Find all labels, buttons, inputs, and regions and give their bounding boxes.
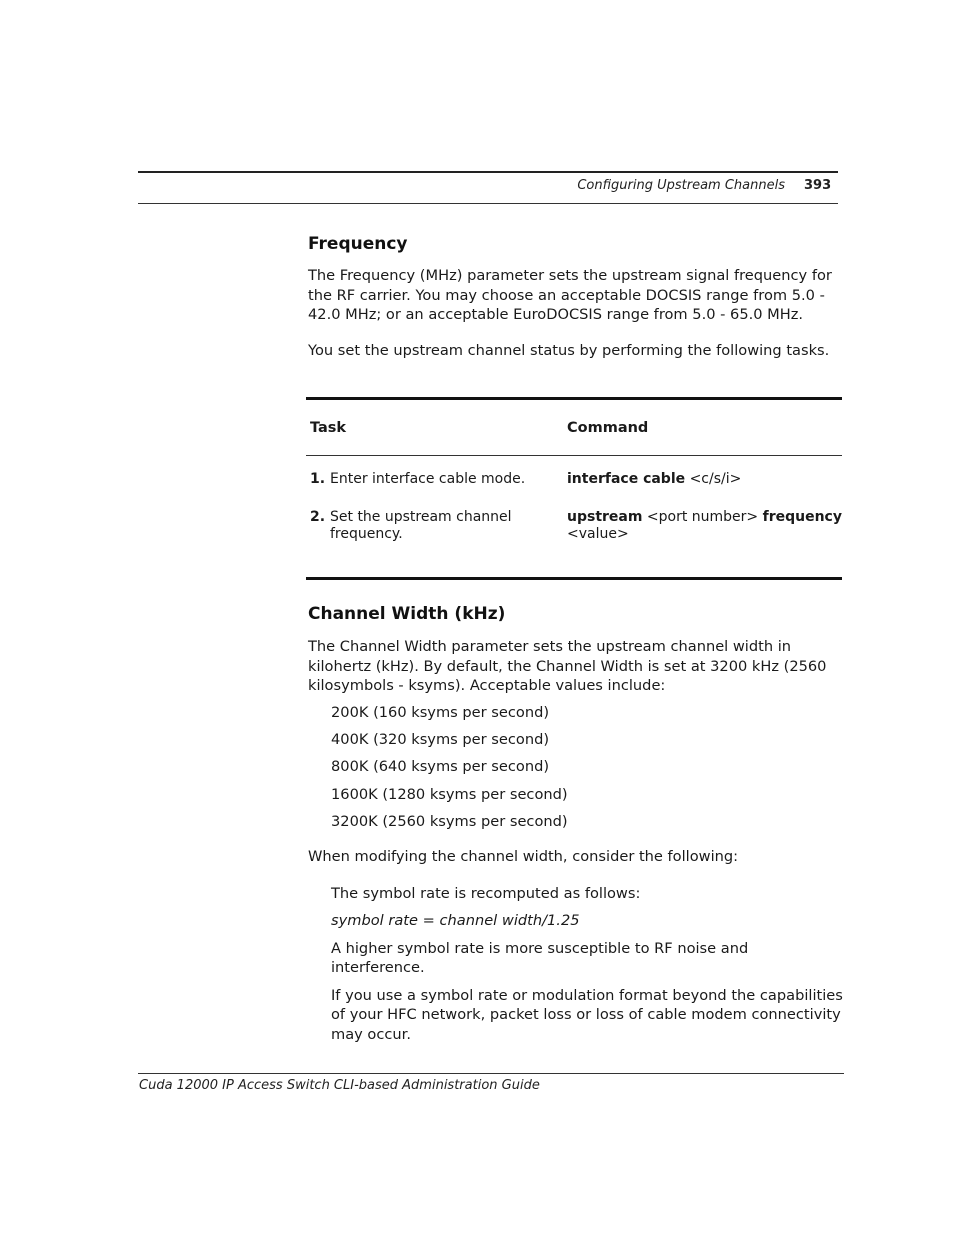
frequency-heading: Frequency <box>308 234 408 254</box>
footer-title: Cuda 12000 IP Access Switch CLI-based Administration Guide <box>139 1078 540 1093</box>
note-symbol-rate: The symbol rate is recomputed as follows: <box>331 884 641 902</box>
symbol-rate-formula: symbol rate = channel width/1.25 <box>331 912 580 930</box>
channel-width-paragraph: The Channel Width parameter sets the upstream channel width in kilohertz (kHz). By default, the Channel Width is set at 3200 kHz (2560 kilosymbols - ksyms). Acceptable values include: <box>308 638 827 694</box>
table-header-row <box>306 400 842 456</box>
step-command <box>567 471 842 488</box>
considerations-list <box>331 884 843 1045</box>
header-top-rule <box>138 171 838 173</box>
list-item: 800K (640 ksyms per second) <box>331 758 550 776</box>
column-header-command: Command <box>567 419 649 436</box>
command-argument: <c/s/i> <box>685 471 742 487</box>
list-item: 3200K (2560 ksyms per second) <box>331 813 568 831</box>
channel-width-heading: Channel Width (kHz) <box>308 604 506 624</box>
command-keyword: frequency <box>762 509 842 525</box>
channel-width-section <box>308 604 843 1052</box>
table-row <box>306 509 842 577</box>
note-noise: A higher symbol rate is more susceptible to RF noise and interference. <box>331 939 749 977</box>
page-number: 393 <box>804 178 832 193</box>
consider-intro: When modifying the channel width, consider the following: <box>308 848 739 866</box>
header-bottom-rule <box>138 203 838 204</box>
task-command-table <box>306 397 842 580</box>
channel-width-values <box>331 703 843 840</box>
step-task: Set the upstream channel frequency. <box>330 509 512 542</box>
command-keyword: interface cable <box>567 471 686 487</box>
command-argument: <value> <box>567 526 629 542</box>
column-header-task: Task <box>310 419 347 436</box>
running-title: Configuring Upstream Channels <box>577 178 785 193</box>
command-argument: <port number> <box>642 509 763 525</box>
note-capabilities: If you use a symbol rate or modulation format beyond the capabilities of your HFC network, packet loss or loss of cable modem connectivity may occur. <box>331 986 843 1043</box>
step-number: 1. <box>310 471 326 487</box>
list-item: 200K (160 ksyms per second) <box>331 703 550 721</box>
step-task: Enter interface cable mode. <box>330 471 526 487</box>
frequency-tasks-intro: You set the upstream channel status by performing the following tasks. <box>308 341 830 359</box>
list-item: 400K (320 ksyms per second) <box>331 730 550 748</box>
frequency-section <box>308 234 843 360</box>
table-row <box>306 456 842 509</box>
frequency-paragraph: The Frequency (MHz) parameter sets the upstream signal frequency for the RF carrier. You may choose an acceptable DOCSIS range from 5.0 - 42.0 MHz; or an acceptable EuroDOCSIS range from 5.0 - 65.0 MHz. <box>308 267 832 323</box>
list-item: 1600K (1280 ksyms per second) <box>331 785 568 803</box>
step-command <box>567 509 842 543</box>
footer-rule <box>138 1073 844 1074</box>
command-keyword: upstream <box>567 509 643 525</box>
step-number: 2. <box>310 509 326 525</box>
